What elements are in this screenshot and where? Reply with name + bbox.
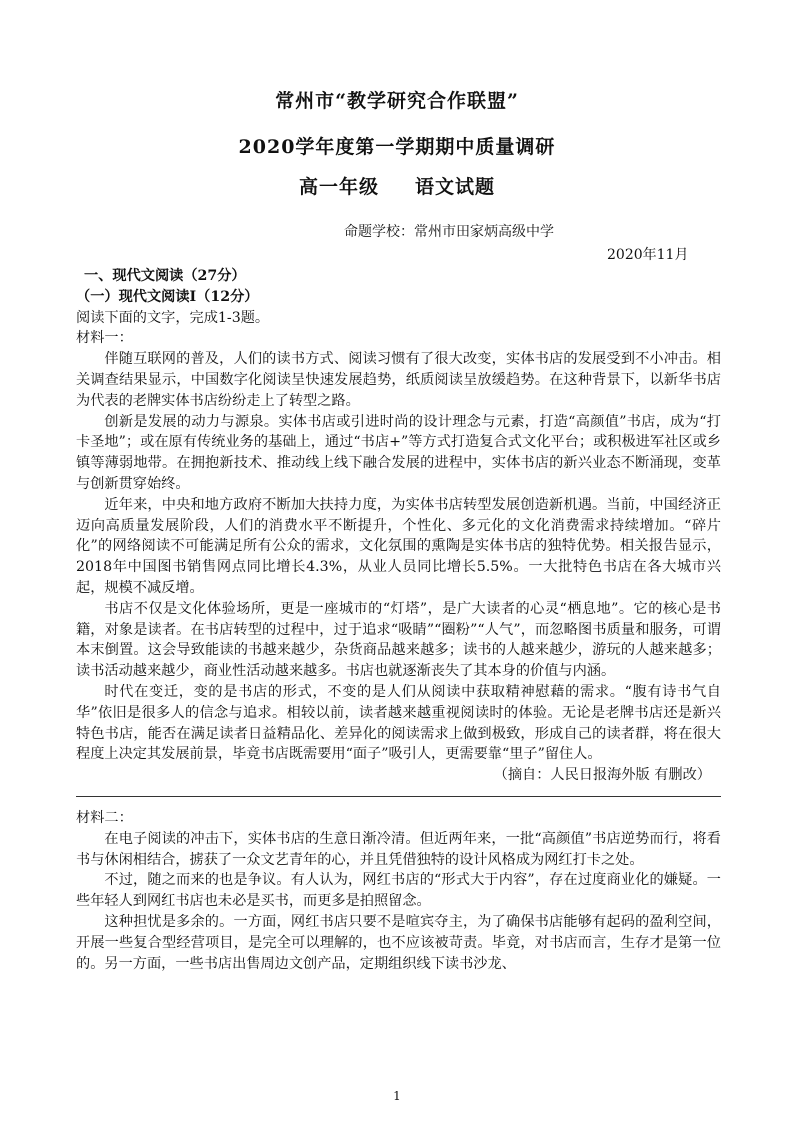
material2-label: 材料二：	[76, 809, 133, 826]
section-heading: 一、现代文阅读（27分）	[84, 268, 246, 284]
subsection-heading: （一）现代文阅读Ⅰ（12分）	[76, 288, 259, 305]
material1-paragraph: 创新是发展的动力与源泉。实体书店或引进时尚的设计理念与元素，打造“高颜值”书店，成为“打卡圣地”；或在原有传统业务的基础上，通过“书店+”等方式打造复合式文化平台；或积极进军社区或乡镇等薄弱地带。在拥抱新技术、推动线上线下融合发展的进程中，实体书店的新兴业态不断涌现，变革与创新贯穿始终。	[76, 413, 721, 492]
subject-label: 语文试题	[415, 176, 496, 198]
setter-school: 命题学校：常州市田家炳高级中学	[344, 224, 554, 240]
material1-source: （摘自：人民日报海外版 有删改）	[493, 767, 711, 784]
material2-paragraph: 不过，随之而来的也是争议。有人认为，网红书店的“形式大于内容”，存在过度商业化的嫌疑。一些年轻人到网红书店也未必是买书，而更多是拍照留念。	[76, 872, 721, 910]
material1-paragraph: 伴随互联网的普及，人们的读书方式、阅读习惯有了很大改变，实体书店的发展受到不小冲击。相关调查结果显示，中国数字化阅读呈快速发展趋势，纸质阅读呈放缓趋势。在这种背景下，以新华书店为代表的老牌实体书店纷纷走上了转型之路。	[76, 351, 721, 409]
exam-term-title: 2020学年度第一学期期中质量调研	[238, 136, 556, 158]
instruction: 阅读下面的文字，完成1-3题。	[76, 309, 270, 326]
material1-paragraph: 近年来，中央和地方政府不断加大扶持力度，为实体书店转型发展创造新机遇。当前，中国经济正迈向高质量发展阶段，人们的消费水平不断提升，个性化、多元化的文化消费需求持续增加。“碎片化”的网络阅读不可能满足所有公众的需求，文化氛围的熏陶是实体书店的独特优势。相关报告显示，2018年中国图书销售网点同比增长4.3%，从业人员同比增长5.5%。一大批特色书店在各大城市兴起，规模不减反增。	[76, 496, 721, 596]
material2-paragraph: 在电子阅读的冲击下，实体书店的生意日渐冷清。但近两年来，一批“高颜值”书店逆势而行，将看书与休闲相结合，掳获了一众文艺青年的心，并且凭借独特的设计风格成为网红打卡之处。	[76, 830, 721, 868]
material1-paragraph: 书店不仅是文化体验场所，更是一座城市的“灯塔”，是广大读者的心灵“栖息地”。它的核心是书籍，对象是读者。在书店转型的过程中，过于追求“吸睛”“圈粉”“人气”，而忽略图书质量和服务，可谓本末倒置。这会导致能读的书越来越少，杂货商品越来越多；读书的人越来越少，游玩的人越来越多；读书活动越来越少，商业性活动越来越多。书店也就逐渐丧失了其本身的价值与内涵。	[76, 600, 721, 680]
exam-body	[76, 266, 721, 974]
grade-subject-title	[0, 172, 794, 199]
divider	[76, 796, 721, 797]
material1-label: 材料一：	[76, 330, 133, 347]
page-number: 1	[393, 1089, 401, 1103]
exam-date: 2020年11月	[607, 247, 689, 263]
grade-label: 高一年级	[298, 176, 379, 198]
material2-paragraph: 这种担忧是多余的。一方面，网红书店只要不是喧宾夺主，为了确保书店能够有起码的盈利空间，开展一些复合型经营项目，是完全可以理解的，也不应该被苛责。毕竟，对书店而言，生存才是第一位的。另一方面，一些书店出售周边文创产品，定期组织线下读书沙龙、	[76, 913, 721, 972]
material1-paragraph: 时代在变迁，变的是书店的形式，不变的是人们从阅读中获取精神慰藉的需求。“腹有诗书气自华”依旧是很多人的信念与追求。相较以前，读者越来越重视阅读时的体验。无论是老牌书店还是新兴特色书店，能否在满足读者日益精品化、差异化的阅读需求上做到极致，形成自己的读者群，将在很大程度上决定其发展前景，毕竟书店既需要用“面子”吸引人，更需要靠“里子”留住人。	[76, 683, 721, 763]
alliance-title: 常州市“教学研究合作联盟”	[275, 90, 519, 112]
